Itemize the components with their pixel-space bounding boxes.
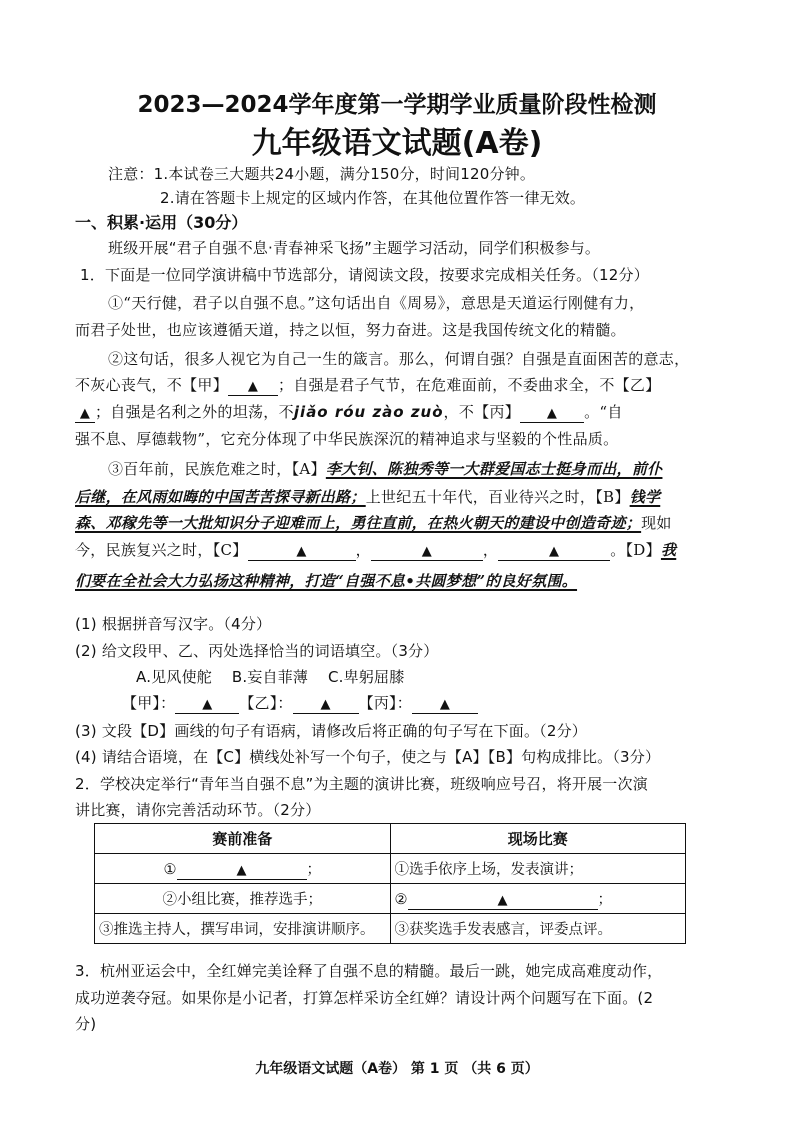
- answer-bing[interactable]: ▲: [412, 695, 478, 714]
- q3-line2: 成功逆袭夺冠。如果你是小记者，打算怎样采访全红婵？请设计两个问题写在下面。(2: [75, 989, 654, 1007]
- blank-c-3[interactable]: ▲: [498, 542, 610, 561]
- section-intro: 班级开展“君子自强不息·青春神采飞扬”主题学习活动，同学们积极参与。: [108, 239, 601, 257]
- q1-p2-line4: 强不息、厚德载物”，它充分体现了中华民族深沉的精神追求与坚毅的个性品质。: [75, 430, 619, 448]
- q1-p3-line5: 们要在全社会大力弘扬这种精神，打造“自强不息•共圆梦想”的良好氛围。: [75, 572, 578, 590]
- q1-stem: 1．下面是一位同学演讲稿中节选部分，请阅读文段，按要求完成相关任务。（12分）: [80, 266, 649, 284]
- pinyin: jiǎo róu zào zuò: [293, 403, 444, 421]
- notes-line-2: 2.请在答题卡上规定的区域内作答，在其他位置作答一律无效。: [160, 189, 586, 207]
- page-subtitle: 九年级语文试题(A卷): [251, 126, 543, 161]
- blank-c-2[interactable]: ▲: [371, 542, 483, 561]
- q2-stem-line1: 2．学校决定举行“青年当自强不息”为主题的演讲比赛，班级响应号召，将开展一次演: [75, 775, 648, 793]
- q1-p1-line1: ①“天行健，君子以自强不息。”这句话出自《周易》，意思是天道运行刚健有力，: [108, 294, 645, 312]
- q3-line3: 分): [75, 1015, 97, 1033]
- table-cell[interactable]: ② ▲ ；: [390, 884, 686, 914]
- blank-jia[interactable]: ▲: [228, 377, 278, 396]
- table-row: [95, 914, 686, 944]
- q1-p3-line4: 今，民族复兴之时，【C】 ▲ ， ▲ ， ▲ 。【D】我: [75, 541, 677, 559]
- blank-bing[interactable]: ▲: [520, 404, 584, 423]
- q1-p3-line3: 森、邓稼先等一大批知识分子迎难而上，勇往直前，在热火朝天的建设中创造奇迹；现如: [75, 514, 672, 532]
- table-row: [95, 884, 686, 914]
- option-a: A.见风使舵: [136, 668, 212, 686]
- section-title: 一、积累·运用（30分）: [75, 213, 248, 232]
- q1-sub2: (2) 给文段甲、乙、丙处选择恰当的词语填空。（3分）: [75, 642, 439, 660]
- table-header: 赛前准备: [95, 824, 391, 854]
- q1-p3-line1: ③百年前，民族危难之时，【A】李大钊、陈独秀等一大群爱国志士挺身而出，前仆: [108, 460, 663, 478]
- activity-table: [94, 823, 686, 944]
- q1-sub3: (3) 文段【D】画线的句子有语病，请修改后将正确的句子写在下面。（2分）: [75, 722, 588, 740]
- q1-options: [136, 666, 404, 687]
- table-header: 现场比赛: [390, 824, 686, 854]
- q2-stem-line2: 讲比赛，请你完善活动环节。（2分）: [75, 801, 321, 819]
- option-c: C.卑躬屈膝: [327, 668, 405, 686]
- notes-item-1: 1.本试卷三大题共24小题，满分150分，时间120分钟。: [153, 165, 536, 183]
- answer-jia[interactable]: ▲: [175, 695, 239, 714]
- page-footer: 九年级语文试题（A卷） 第 1 页 （共 6 页）: [255, 1061, 539, 1077]
- table-cell: ③推选主持人，撰写串词，安排演讲顺序。: [95, 914, 391, 944]
- q1-p2-line2: 不灰心丧气，不【甲】 ▲ ；自强是君子气节，在危难面前，不委曲求全，不【乙】: [75, 376, 661, 394]
- option-b: B.妄自菲薄: [231, 668, 309, 686]
- notes-line-1: [108, 163, 535, 184]
- blank-yi[interactable]: ▲: [75, 404, 95, 423]
- page-title: 2023—2024学年度第一学期学业质量阶段性检测: [137, 92, 657, 118]
- blank-c-1[interactable]: ▲: [248, 542, 356, 561]
- q1-p2-line1: ②这句话，很多人视它为自己一生的箴言。那么，何谓自强？自强是直面困苦的意志，: [108, 350, 690, 368]
- q1-sub1: (1) 根据拼音写汉字。（4分）: [75, 615, 272, 633]
- notes-label: 注意：: [108, 165, 154, 183]
- q1-p3-line2: 后继，在风雨如晦的中国苦苦探寻新出路；上世纪五十年代，百业待兴之时，【B】钱学: [75, 488, 661, 506]
- table-cell[interactable]: ① ▲ ；: [95, 854, 391, 884]
- q1-p2-line3: ▲ ；自强是名利之外的坦荡，不jiǎo róu zào zuò，不【丙】 ▲ 。“自: [75, 401, 623, 423]
- table-header-row: [95, 824, 686, 854]
- table-row: [95, 854, 686, 884]
- table-cell: ②小组比赛，推荐选手；: [95, 884, 391, 914]
- q1-sub4: (4) 请结合语境，在【C】横线处补写一个句子，使之与【A】【B】句构成排比。（3分）: [75, 748, 661, 766]
- answer-yi[interactable]: ▲: [293, 695, 359, 714]
- table-cell: ③获奖选手发表感言，评委点评。: [390, 914, 686, 944]
- q1-p1-line2: 而君子处世，也应该遵循天道，持之以恒，努力奋进。这是我国传统文化的精髓。: [75, 321, 626, 339]
- q1-fill-row: 【甲】： ▲ 【乙】： ▲ 【丙】： ▲: [122, 692, 478, 714]
- table-cell: ①选手依序上场，发表演讲；: [390, 854, 686, 884]
- q3-line1: 3．杭州亚运会中，全红婵完美诠释了自强不息的精髓。最后一跳，她完成高难度动作，: [75, 962, 663, 980]
